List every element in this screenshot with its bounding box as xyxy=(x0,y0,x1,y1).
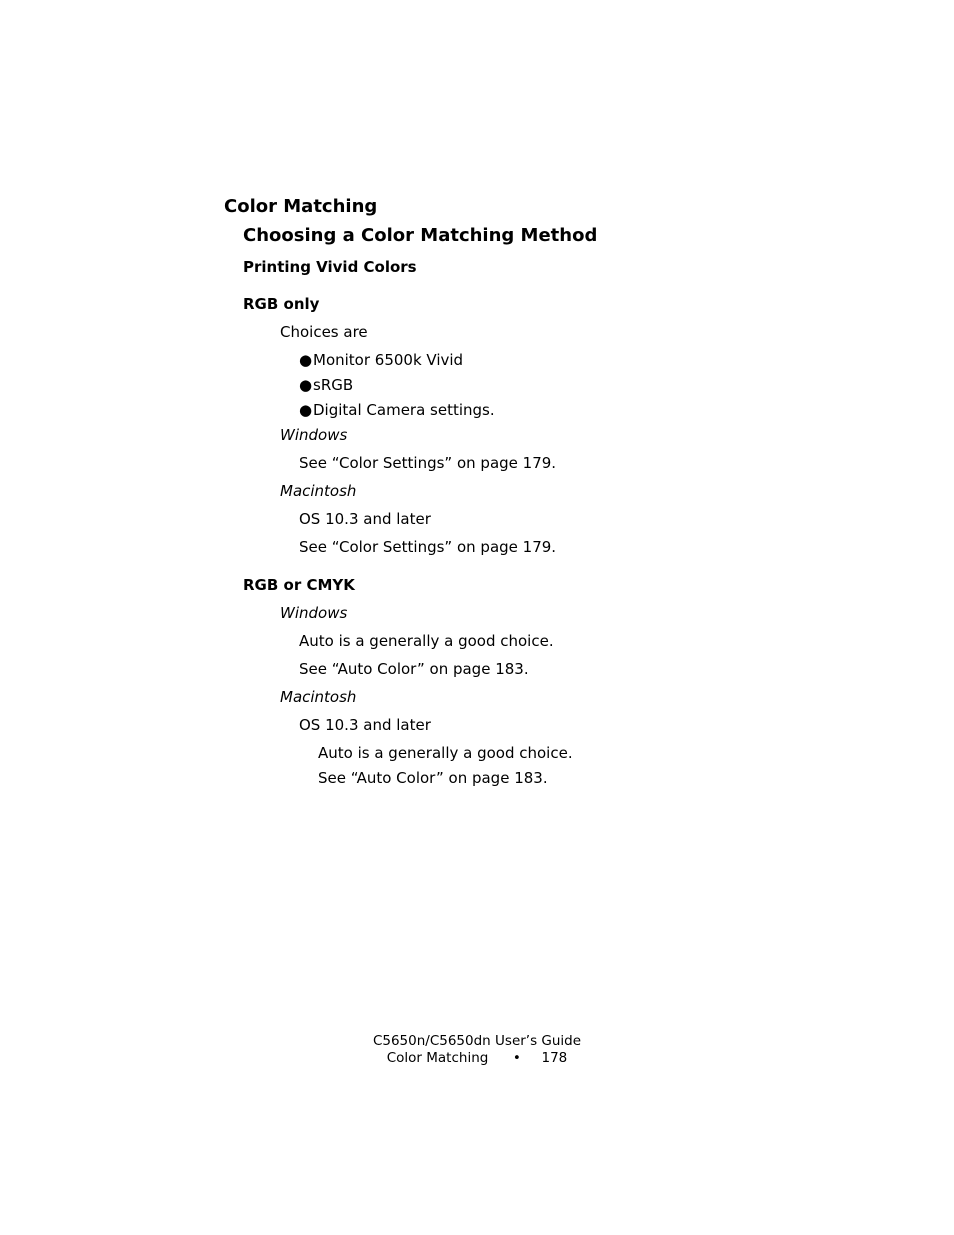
footer-page-number: 178 xyxy=(541,1050,568,1066)
mac-text: See “Color Settings” on page 179. xyxy=(299,538,557,556)
footer-guide-title: C5650n/C5650dn User’s Guide xyxy=(372,1033,582,1049)
section-title: Color Matching xyxy=(224,196,378,217)
mac-line-1: Auto is a generally a good choice. xyxy=(318,744,573,762)
list-item: ●Digital Camera settings. xyxy=(299,401,495,419)
mac-line-2: See “Auto Color” on page 183. xyxy=(318,769,548,787)
macintosh-label: Macintosh xyxy=(280,688,357,706)
windows-label: Windows xyxy=(280,604,348,622)
bullet-icon: ● xyxy=(299,401,313,419)
mac-os-version: OS 10.3 and later xyxy=(299,716,431,734)
macintosh-label: Macintosh xyxy=(280,482,357,500)
subsection-title: Choosing a Color Matching Method xyxy=(243,225,598,246)
rgb-only-heading: RGB only xyxy=(243,295,320,313)
footer-page-line xyxy=(277,1050,677,1066)
list-item: ●sRGB xyxy=(299,376,354,394)
footer-chapter: Color Matching xyxy=(386,1050,489,1066)
choices-intro: Choices are xyxy=(280,323,368,341)
windows-line-2: See “Auto Color” on page 183. xyxy=(299,660,529,678)
bullet-icon: ● xyxy=(299,376,313,394)
rgb-or-cmyk-heading: RGB or CMYK xyxy=(243,576,355,594)
mac-os-version: OS 10.3 and later xyxy=(299,510,431,528)
footer-separator: • xyxy=(512,1050,521,1066)
list-item: ●Monitor 6500k Vivid xyxy=(299,351,464,369)
windows-text: See “Color Settings” on page 179. xyxy=(299,454,557,472)
bullet-icon: ● xyxy=(299,351,313,369)
topic-title: Printing Vivid Colors xyxy=(243,258,417,276)
windows-line-1: Auto is a generally a good choice. xyxy=(299,632,554,650)
windows-label: Windows xyxy=(280,426,348,444)
